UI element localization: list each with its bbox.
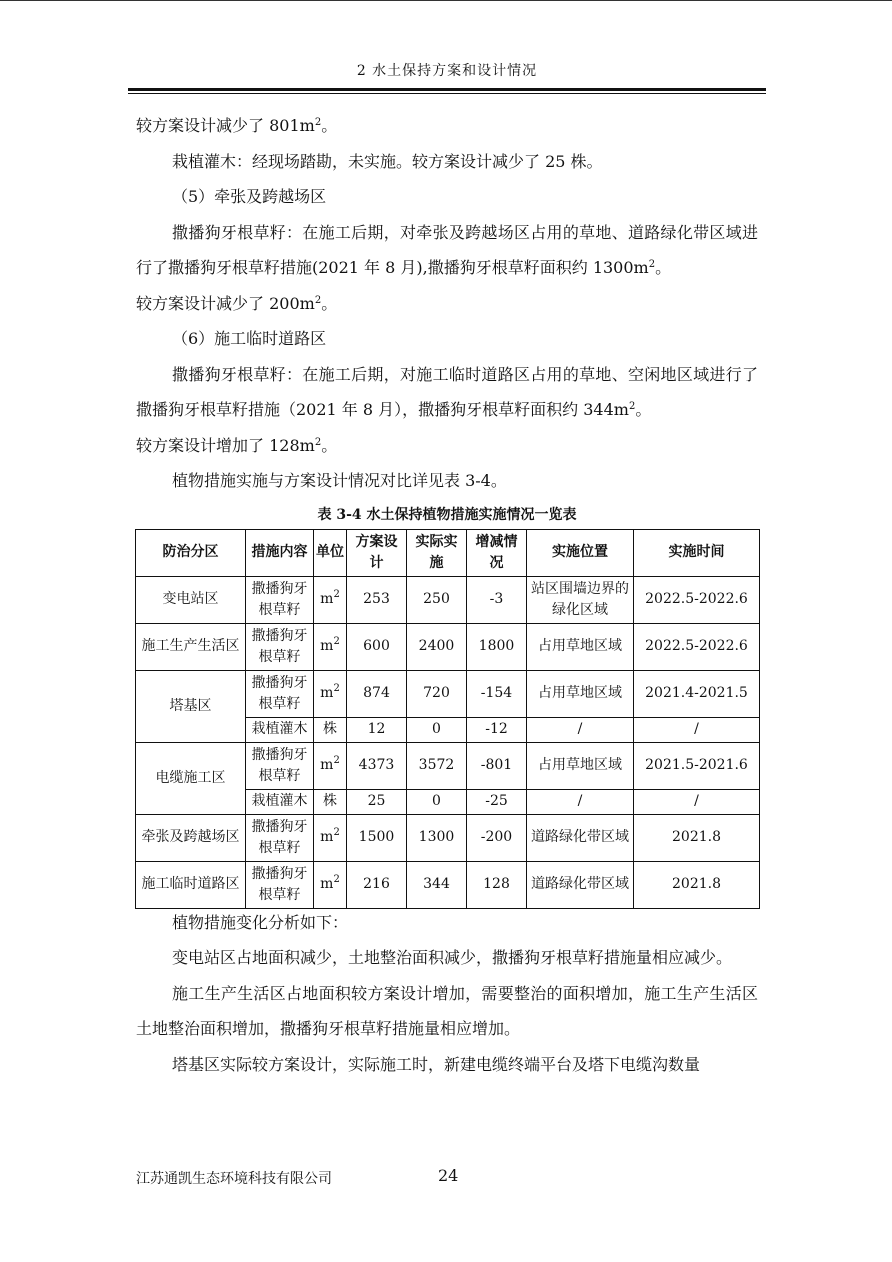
cell-plan: 874	[347, 670, 407, 717]
cell-time: /	[634, 717, 760, 742]
cell-measure: 撒播狗牙根草籽	[246, 576, 314, 623]
col-header-location: 实施位置	[527, 529, 634, 576]
cell-change: -801	[467, 742, 527, 789]
cell-location: 道路绿化带区域	[527, 861, 634, 908]
cell-actual: 2400	[407, 623, 467, 670]
cell-zone: 施工生产生活区	[136, 623, 246, 670]
cell-unit: $m^2$	[314, 670, 347, 717]
col-header-plan: 方案设计	[347, 529, 407, 576]
cell-actual: 250	[407, 576, 467, 623]
cell-change: -12	[467, 717, 527, 742]
cell-change: -200	[467, 814, 527, 861]
section-heading: （5）牵张及跨越场区	[172, 187, 327, 206]
cell-plan: 1500	[347, 814, 407, 861]
cell-location: 站区围墙边界的绿化区域	[527, 576, 634, 623]
cell-plan: 253	[347, 576, 407, 623]
page-content	[136, 108, 758, 1082]
cell-change: -25	[467, 789, 527, 814]
cell-measure: 栽植灌木	[246, 789, 314, 814]
table-row	[136, 814, 760, 861]
col-header-unit: 单位	[314, 529, 347, 576]
cell-actual: 3572	[407, 742, 467, 789]
paragraph: 较方案设计增加了 $128m^2$。	[136, 435, 338, 455]
cell-zone: 塔基区	[136, 670, 246, 742]
cell-time: 2021.4-2021.5	[634, 670, 760, 717]
page-number: 24	[438, 1166, 459, 1185]
footer-company: 江苏通凯生态环境科技有限公司	[136, 1171, 332, 1187]
paragraph: 撒播狗牙根草籽：在施工后期，对牵张及跨越场区占用的草地、道路绿化带区域进行了撒播狗牙根草籽措施(2021 年 8 月),撒播狗牙根草籽面积约 $1300m^2$。	[136, 222, 758, 277]
cell-plan: 600	[347, 623, 407, 670]
cell-actual: 1300	[407, 814, 467, 861]
cell-change: 128	[467, 861, 527, 908]
col-header-time: 实施时间	[634, 529, 760, 576]
cell-plan: 216	[347, 861, 407, 908]
table-row	[136, 576, 760, 623]
cell-actual: 344	[407, 861, 467, 908]
cell-time: 2021.8	[634, 814, 760, 861]
page-top-border	[0, 0, 892, 1]
cell-unit: $m^2$	[314, 814, 347, 861]
cell-time: 2021.8	[634, 861, 760, 908]
paragraph: 植物措施变化分析如下：	[172, 912, 349, 932]
cell-unit: 株	[314, 717, 347, 742]
cell-unit: $m^2$	[314, 623, 347, 670]
cell-change: 1800	[467, 623, 527, 670]
cell-measure: 撒播狗牙根草籽	[246, 623, 314, 670]
cell-location: 占用草地区域	[527, 670, 634, 717]
paragraph: 较方案设计减少了 $200m^2$。	[136, 293, 338, 313]
cell-actual: 720	[407, 670, 467, 717]
cell-actual: 0	[407, 717, 467, 742]
cell-unit: 株	[314, 789, 347, 814]
cell-unit: $m^2$	[314, 861, 347, 908]
section-heading: （6）施工临时道路区	[172, 329, 327, 348]
table-row	[136, 670, 760, 717]
paragraph: 施工生产生活区占地面积较方案设计增加，需要整治的面积增加，施工生产生活区土地整治面积增加，撒播狗牙根草籽措施量相应增加。	[136, 983, 758, 1038]
cell-zone: 电缆施工区	[136, 742, 246, 814]
cell-unit: $m^2$	[314, 576, 347, 623]
paragraph: 塔基区实际较方案设计，实际施工时，新建电缆终端平台及塔下电缆沟数量	[172, 1054, 701, 1074]
cell-measure: 撒播狗牙根草籽	[246, 861, 314, 908]
cell-change: -3	[467, 576, 527, 623]
cell-zone: 变电站区	[136, 576, 246, 623]
cell-unit: $m^2$	[314, 742, 347, 789]
cell-measure: 栽植灌木	[246, 717, 314, 742]
header-rule-thick	[128, 88, 766, 91]
col-header-actual: 实际实施	[407, 529, 467, 576]
running-header: 2 水土保持方案和设计情况	[356, 63, 538, 79]
cell-location: /	[527, 789, 634, 814]
table-row	[136, 861, 760, 908]
cell-time: /	[634, 789, 760, 814]
cell-location: 道路绿化带区域	[527, 814, 634, 861]
table-row	[136, 623, 760, 670]
cell-plan: 4373	[347, 742, 407, 789]
paragraph: 撒播狗牙根草籽：在施工后期，对施工临时道路区占用的草地、空闲地区域进行了撒播狗牙根草籽措施（2021 年 8 月），撒播狗牙根草籽面积约 $344m^2$。	[136, 364, 758, 419]
col-header-change: 增减情况	[467, 529, 527, 576]
cell-location: 占用草地区域	[527, 623, 634, 670]
table-caption: 表 3-4 水土保持植物措施实施情况一览表	[317, 506, 577, 523]
paragraph: 较方案设计减少了 $801m^2$。	[136, 116, 338, 135]
cell-time: 2022.5-2022.6	[634, 623, 760, 670]
cell-actual: 0	[407, 789, 467, 814]
cell-measure: 撒播狗牙根草籽	[246, 742, 314, 789]
cell-plan: 12	[347, 717, 407, 742]
paragraph: 植物措施实施与方案设计情况对比详见表 3-4。	[172, 471, 507, 490]
cell-time: 2022.5-2022.6	[634, 576, 760, 623]
paragraph: 变电站区占地面积减少，土地整治面积减少，撒播狗牙根草籽措施量相应减少。	[172, 948, 733, 967]
cell-measure: 撒播狗牙根草籽	[246, 670, 314, 717]
col-header-zone: 防治分区	[136, 529, 246, 576]
cell-time: 2021.5-2021.6	[634, 742, 760, 789]
table-header-row	[136, 529, 760, 576]
plant-measures-table	[135, 529, 760, 909]
table-row	[136, 742, 760, 789]
cell-zone: 牵张及跨越场区	[136, 814, 246, 861]
cell-plan: 25	[347, 789, 407, 814]
paragraph: 栽植灌木：经现场踏勘，未实施。较方案设计减少了 25 株。	[172, 151, 603, 171]
col-header-measure: 措施内容	[246, 529, 314, 576]
cell-location: /	[527, 717, 634, 742]
header-rule-thin	[128, 93, 766, 94]
cell-location: 占用草地区域	[527, 742, 634, 789]
cell-change: -154	[467, 670, 527, 717]
cell-zone: 施工临时道路区	[136, 861, 246, 908]
cell-measure: 撒播狗牙根草籽	[246, 814, 314, 861]
